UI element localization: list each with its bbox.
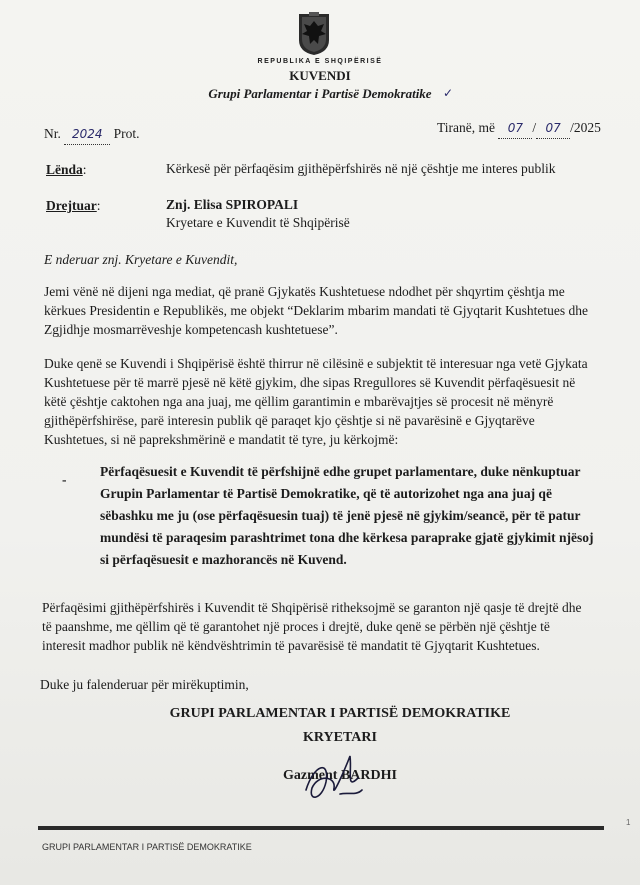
date-month: 07 <box>545 121 561 135</box>
nr-label: Nr. <box>44 126 61 141</box>
addressee-row: Drejtuar: <box>46 198 101 213</box>
bullet-line-5: si përfaqësuesit e mazhorancës në Kuvend. <box>100 552 347 567</box>
subject-row: Lënda: <box>46 162 87 177</box>
paragraph-1-line-1: Jemi vënë në dijeni nga mediat, që pranë Gjykatës Kushtetuese ndodhet për shqyrtim çështja me <box>44 284 565 299</box>
addressee-role: Kryetare e Kuvendit të Shqipërisë <box>166 215 350 230</box>
paragraph-1-line-3: Zgjidhje mosmarrëveshje kompetencash kushtetuese”. <box>44 322 338 337</box>
date-day: 07 <box>507 121 524 135</box>
subject-text: Kërkesë për përfaqësim gjithëpërfshirës në një çështje me interes publik <box>166 161 556 176</box>
date-line: Tiranë, më 07 / 07 /2025 <box>437 118 601 139</box>
tick-mark: ✓ <box>443 86 454 100</box>
paragraph-2-line-1: Duke qenë se Kuvendi i Shqipërisë është thirrur në cilësinë e subjektit të interesuar nga vetë Gjykata <box>44 356 588 371</box>
republic-header: REPUBLIKA E SHQIPËRISË <box>257 58 383 65</box>
paragraph-2-line-3: këtë çështje caktohen nga ana juaj, me qëllim garantimin e mbarëvajtjes së procesit në mënyrë <box>44 394 554 409</box>
place-prefix: Tiranë, më <box>437 120 495 135</box>
bullet-line-1: Përfaqësuesit e Kuvendit të përfshijnë edhe grupet parlamentare, duke nënkuptuar <box>100 464 581 479</box>
institution-header: KUVENDI <box>289 68 351 83</box>
page-number: 1 <box>626 818 631 827</box>
addressee-label: Drejtuar <box>46 198 97 213</box>
paragraph-2-line-2: Kushtetuese për të marrë pjesë në këtë gjykim, dhe sipas Rregullores së Kuvendit përfaqësuesit në <box>44 375 576 390</box>
paragraph-3-line-3: interesit madhor publik në këndvështrimin të pavarësisë të mandatit të Gjyqtarit Kushtetues. <box>42 638 540 653</box>
date-year: /2025 <box>570 120 601 135</box>
albanian-emblem-icon <box>296 12 332 56</box>
paragraph-3-line-2: të paanshme, me qëllim që të garantohet një proces i drejtë, duke qenë se përbën një çështje të <box>42 619 550 634</box>
signature-group: GRUPI PARLAMENTAR I PARTISË DEMOKRATIKE <box>169 706 511 721</box>
paragraph-1-line-2: kërkues Presidentin e Republikës, me objekt “Deklarim mbarim mandati të Gjyqtarit Kushtetues dhe <box>44 303 588 318</box>
protocol-number <box>44 124 140 145</box>
footer-rule <box>38 826 604 830</box>
group-header: Grupi Parlamentar i Partisë Demokratike <box>208 86 432 101</box>
subject-label: Lënda <box>46 162 83 177</box>
footer-text: GRUPI PARLAMENTAR I PARTISË DEMOKRATIKE <box>42 842 252 852</box>
closing: Duke ju falenderuar për mirëkuptimin, <box>40 677 249 692</box>
signature-title: KRYETARI <box>303 730 377 745</box>
handwritten-signature <box>300 742 370 812</box>
paragraph-2-line-4: gjithëpërfshirëse, parë interesin publik që paraqet kjo çështje si në pavarësinë e Gjyqtarëve <box>44 413 535 428</box>
bullet-line-4: mundësi të paraqesim parashtrimet tona dhe kërkesa paraprake gjatë gjykimit njësoj <box>100 530 594 545</box>
nr-value: 2024 <box>71 127 103 141</box>
greeting: E nderuar znj. Kryetare e Kuvendit, <box>44 252 238 267</box>
bullet-marker: - <box>62 472 67 487</box>
paragraph-3-line-1: Përfaqësimi gjithëpërfshirës i Kuvendit të Shqipërisë ritheksojmë se garanton një qasje të drejtë dhe <box>42 600 582 615</box>
bullet-line-3: sëbashku me ju (ose përfaqësuesin tuaj) të jenë pjesë në gjykim/seancë, për të patur <box>100 508 581 523</box>
signature-name: Gazment BARDHI <box>283 768 397 783</box>
bullet-line-2: Grupin Parlamentar të Partisë Demokratike, që të autorizohet nga ana juaj që <box>100 486 552 501</box>
paragraph-2-line-5: Kushtetues, si në paprekshmërinë e mandatit të tyre, ju kërkojmë: <box>44 432 399 447</box>
prot-label: Prot. <box>113 126 140 141</box>
addressee-name: Znj. Elisa SPIROPALI <box>166 197 299 212</box>
